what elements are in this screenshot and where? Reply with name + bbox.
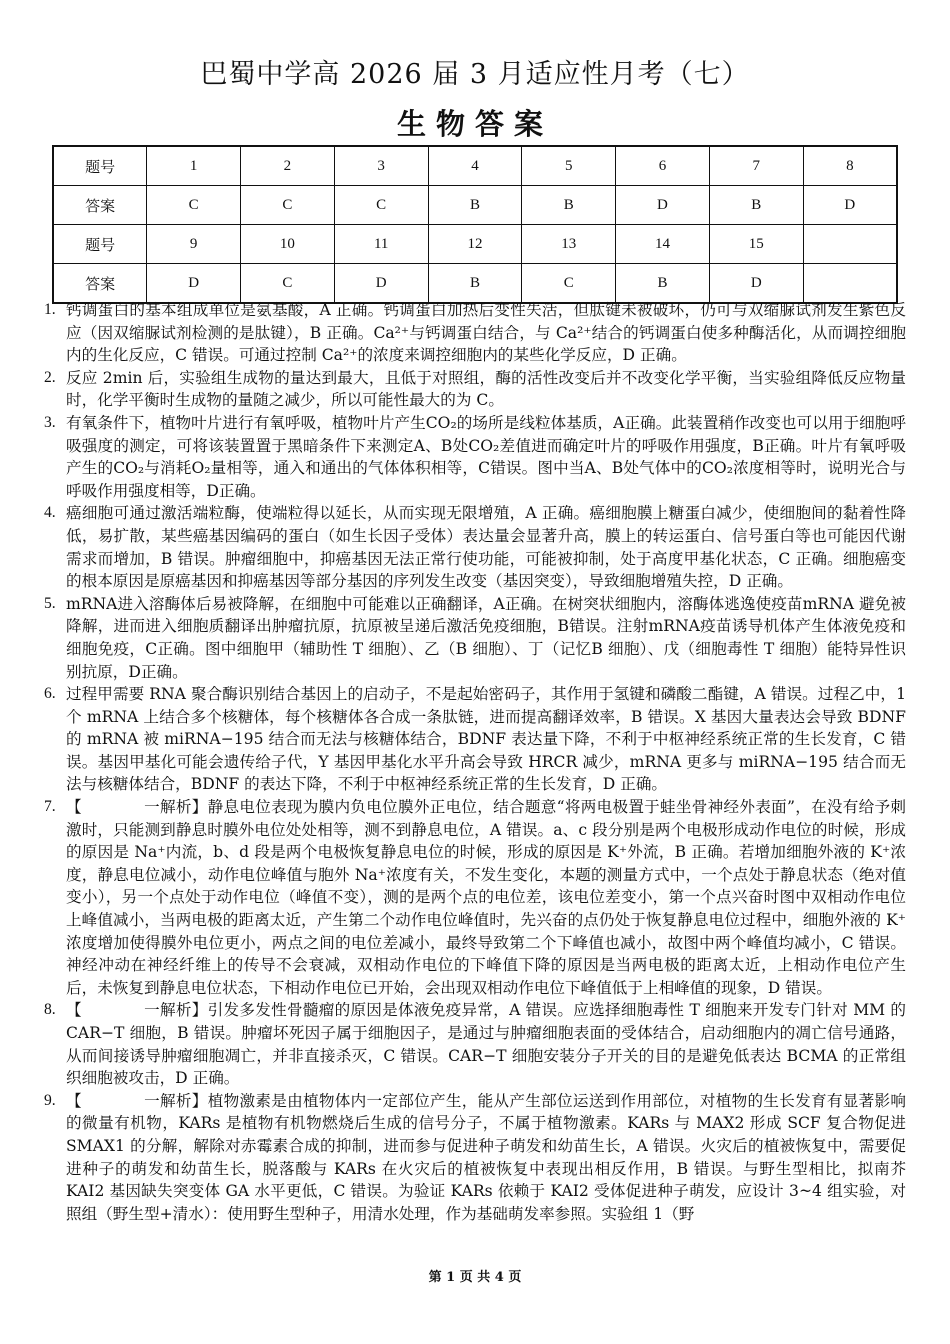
item-text xyxy=(66,299,906,367)
table-cell: C xyxy=(241,264,335,304)
explanation-item xyxy=(44,502,906,592)
explanations xyxy=(44,299,906,1225)
explanation-item xyxy=(44,796,906,999)
table-cell: C xyxy=(522,264,616,304)
table-cell: D xyxy=(803,186,897,225)
explanation-item xyxy=(44,367,906,412)
row-label: 答案 xyxy=(53,264,147,304)
table-row xyxy=(53,225,897,264)
table-row xyxy=(53,146,897,186)
explanation-text: 过程甲需要 RNA 聚合酶识别结合基因上的启动子，不是起始密码子，其作用于氢键和磷酸二酯键，A 错误。过程乙中，1 个 mRNA 上结合多个核糖体，每个核糖体各合成一条肽链，进而提高翻译效率，B 错误。X 基因大量表达会导致 BDNF 的 mRNA 被 miRNA−195 结合而无法与核糖体结合，BDNF 表达量下降，不利于中枢神经系统正常的生长发育，C 错误。基因甲基化可能会遗传给子代，Y 基因甲基化水平升高会导致 HRCR 减少，mRNA 更多与 miRNA−195 结合而无法与核糖体结合，BDNF 的表达下降，不利于中枢神经系统正常的生长发育，D 正确。 xyxy=(66,685,906,794)
table-cell: 7 xyxy=(709,146,803,186)
explanation-text: 反应 2min 后，实验组生成物的量达到最大，且低于对照组，酶的活性改变后并不改变化学平衡，当实验组降低反应物量时，化学平衡时生成物的量随之减少，所以可能性最大的为 C。 xyxy=(66,368,906,410)
item-number: 2. xyxy=(44,368,56,386)
bracket-open: 【 xyxy=(66,1091,82,1110)
item-text xyxy=(66,593,906,683)
explanation-item xyxy=(44,299,906,367)
bracket-open: 【 xyxy=(66,1001,82,1020)
item-number: 6. xyxy=(44,685,56,703)
table-cell: C xyxy=(334,186,428,225)
table-cell: D xyxy=(616,186,710,225)
item-text xyxy=(66,367,906,412)
table-cell: B xyxy=(428,264,522,304)
table-cell: 10 xyxy=(241,225,335,264)
item-number: 8. xyxy=(44,1001,56,1019)
answer-table xyxy=(52,145,898,304)
table-cell: 15 xyxy=(709,225,803,264)
explanation-item xyxy=(44,1090,906,1226)
table-cell: 11 xyxy=(334,225,428,264)
table-cell: C xyxy=(241,186,335,225)
explanation-text: 有氧条件下，植物叶片进行有氧呼吸，植物叶片产生CO₂的场所是线粒体基质，A正确。此装置稍作改变也可以用于细胞呼吸强度的测定，可将该装置置于黑暗条件下来测定A、B处CO₂差值进而确定叶片的呼吸作用强度，B正确。叶片有氧呼吸产生的CO₂与消耗O₂量相等，通入和通出的气体体积相等，C错误。图中当A、B处气体中的CO₂浓度相等时，说明光合与呼吸作用强度相等，D正确。 xyxy=(66,413,906,500)
table-cell: B xyxy=(428,186,522,225)
page-number: 第 1 页 共 4 页 xyxy=(428,1270,522,1285)
item-text xyxy=(66,999,906,1089)
table-cell: B xyxy=(709,186,803,225)
table-cell: 9 xyxy=(147,225,241,264)
table-cell: D xyxy=(709,264,803,304)
explanation-item xyxy=(44,593,906,683)
item-text xyxy=(66,502,906,592)
bracket-open: 【 xyxy=(66,798,82,817)
item-number: 7. xyxy=(44,798,56,816)
table-cell: 14 xyxy=(616,225,710,264)
item-number: 9. xyxy=(44,1091,56,1109)
document-subtitle: 生物答案 xyxy=(396,107,553,141)
table-cell: 4 xyxy=(428,146,522,186)
table-cell: 5 xyxy=(522,146,616,186)
table-cell: B xyxy=(522,186,616,225)
table-cell: 3 xyxy=(334,146,428,186)
table-cell: 1 xyxy=(147,146,241,186)
analysis-label: 一解析】 xyxy=(143,1091,208,1110)
row-label: 题号 xyxy=(53,225,147,264)
row-label: 答案 xyxy=(53,186,147,225)
item-number: 3. xyxy=(44,413,56,431)
explanation-item xyxy=(44,999,906,1089)
item-number: 1. xyxy=(44,301,56,318)
item-text xyxy=(66,1090,906,1226)
table-cell: B xyxy=(616,264,710,304)
explanation-text: 静息电位表现为膜内负电位膜外正电位，结合题意“将两电极置于蛙坐骨神经外表面”，在没有给予刺激时，只能测到静息时膜外电位处处相等，测不到静息电位，A 错误。a、c 段分别是两个电极形成动作电位的时候，形成的原因是 Na⁺内流，b、d 段是两个电极恢复静息电位的时候，形成的原因是 K⁺外流，B 正确。若增加细胞外液的 K⁺浓度，静息电位减小，动作电位峰值与胞外 Na⁺浓度有关，不发生变化，本题的测量方式中，一个点处于静息状态（绝对值变小），另一个点处于动作电位（峰值不变），测的是两个点的电位差，该电位差变小，第一个点兴奋时图中双相动作电位上峰值减小，当两电极的距离太近，产生第二个动作电位峰值时，先兴奋的点仍处于恢复静息电位过程中，细胞外液的 K⁺浓度增加使得膜外电位更小，两点之间的电位差减小，最终导致第二个下峰值也减小，故图中两个峰值均减小，C 错误。神经冲动在神经纤维上的传导不会衰减，双相动作电位的下峰值下降的原因是当两电极的距离太近，上相动作电位产生后，未恢复到静息电位状态，下相动作电位已开始，会出现双相动作电位下峰值低于上相峰值的现象，D 错误。 xyxy=(66,798,906,997)
explanation-item xyxy=(44,412,906,502)
explanation-text: 癌细胞可通过激活端粒酶，使端粒得以延长，从而实现无限增殖，A 正确。癌细胞膜上糖蛋白减少，使细胞间的黏着性降低，易扩散，某些癌基因编码的蛋白（如生长因子受体）表达量会显著升高，膜上的转运蛋白、信号蛋白等也可能因代谢需求而增加，B 错误。肿瘤细胞中，抑癌基因无法正常行使功能，可能被抑制，处于高度甲基化状态，C 正确。细胞癌变的根本原因是原癌基因和抑癌基因等部分基因的序列发生改变（基因突变），导致细胞增殖失控，D 正确。 xyxy=(66,504,906,591)
item-text xyxy=(66,683,906,796)
table-cell: 6 xyxy=(616,146,710,186)
table-cell xyxy=(803,264,897,304)
analysis-label: 一解析】 xyxy=(143,798,208,817)
table-row xyxy=(53,186,897,225)
item-text xyxy=(66,412,906,502)
table-cell: 12 xyxy=(428,225,522,264)
item-text xyxy=(66,796,906,999)
table-cell: 13 xyxy=(522,225,616,264)
table-cell: C xyxy=(147,186,241,225)
table-cell: 8 xyxy=(803,146,897,186)
document-title: 巴蜀中学高 2026 届 3 月适应性月考（七） xyxy=(200,59,750,90)
explanation-item xyxy=(44,683,906,796)
explanation-text: mRNA进入溶酶体后易被降解，在细胞中可能难以正确翻译，A正确。在树突状细胞内，溶酶体逃逸使疫苗mRNA 避免被降解，进而进入细胞质翻译出肿瘤抗原，抗原被呈递后激活免疫细胞，B错误。注射mRNA疫苗诱导机体产生体液免疫和细胞免疫，C正确。图中细胞甲（辅助性 T 细胞）、乙（B 细胞）、丁（记忆B 细胞）、戊（细胞毒性 T 细胞）能特异性识别抗原，D正确。 xyxy=(66,594,906,681)
item-number: 4. xyxy=(44,504,56,522)
explanation-text: 引发多发性骨髓瘤的原因是体液免疫异常，A 错误。应选择细胞毒性 T 细胞来开发专门针对 MM 的 CAR−T 细胞，B 错误。肿瘤坏死因子属于细胞因子，是通过与肿瘤细胞表面的受体结合，启动细胞内的凋亡信号通路，从而间接诱导肿瘤细胞凋亡，并非直接杀灭，C 错误。CAR−T 细胞安装分子开关的目的是避免低表达 BCMA 的正常组织细胞被攻击，D 正确。 xyxy=(66,1001,906,1088)
analysis-label: 一解析】 xyxy=(143,1001,208,1020)
table-cell xyxy=(803,225,897,264)
table-cell: D xyxy=(147,264,241,304)
row-label: 题号 xyxy=(53,146,147,186)
table-cell: 2 xyxy=(241,146,335,186)
item-number: 5. xyxy=(44,594,56,612)
table-cell: D xyxy=(334,264,428,304)
explanation-text: 钙调蛋白的基本组成单位是氨基酸，A 正确。钙调蛋白加热后变性失活，但肽键未被破坏，仍可与双缩脲试剂发生紫色反应（因双缩脲试剂检测的是肽键），B 正确。Ca²⁺与钙调蛋白结合，与 Ca²⁺结合的钙调蛋白使多种酶活化，从而调控细胞内的生化反应，C 错误。可通过控制 Ca²⁺的浓度来调控细胞内的某些化学反应，D 正确。 xyxy=(66,301,906,365)
explanation-text: 植物激素是由植物体内一定部位产生，能从产生部位运送到作用部位，对植物的生长发育有显著影响的微量有机物，KARs 是植物有机物燃烧后生成的信号分子，不属于植物激素。KARs 与 MAX2 形成 SCF 复合物促进 SMAX1 的分解，解除对赤霉素合成的抑制，进而参与促进种子萌发和幼苗生长，A 错误。火灾后的植被恢复中，需要促进种子的萌发和幼苗生长，脱落酸与 KARs 在火灾后的植被恢复中表现出相反作用，B 错误。与野生型相比，拟南芥 KAI2 基因缺失突变体 GA 水平更低，C 错误。为验证 KARs 依赖于 KAI2 受体促进种子萌发，应设计 3~4 组实验，对照组（野生型+清水）：使用野生型种子，用清水处理，作为基础萌发率参照。实验组 1（野 xyxy=(66,1091,906,1223)
table-row xyxy=(53,264,897,304)
